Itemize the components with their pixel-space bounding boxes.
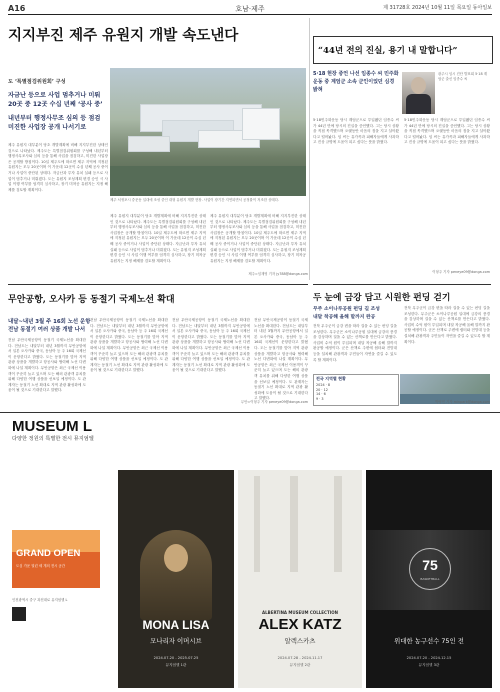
exhibit-panel-alex-katz: [238, 470, 362, 688]
article3-caption: 광주시 임시 진단 발표회 5·18 계엄군 출신 임종수 씨: [438, 72, 487, 81]
exhibit-title: ALEX KATZ: [258, 616, 342, 633]
section-rule: [313, 284, 491, 285]
article1-body-col3: 제주 유원지 대부분이 당초 개발계획에 비해 지지부진한 상태인 것으로 나타났다. 제주도는 특별점검위원회를 구성해 내년부터 행정사무조사와 심의 등을 통해 사업을 점검하고, 미진한 사업장은 공개할 방침이다. 10일 제주도에 따르면 제주 지역에 지정된 유원지는 모두 20곳이며 이 가운데 12곳이 수십 년째 공사 중이거나 사업이 중단된 상태다. 자금난과 투자 유치 실패 등으로 사업이 멈추거나 미뤄졌다. 도는 유원지 조성계획 변경 승인 시 사업 이행 여부를 엄격히 심사하고, 장기 미착공 유원지는 지정 해제를 검토할 계획이다.: [210, 214, 306, 263]
exhibit-place: 뮤지엄엘 3관: [418, 663, 440, 667]
masthead-rule: [8, 14, 492, 15]
museum-tagline: 다양한 정원의 특별한 전시 뮤지엄엘: [12, 436, 94, 442]
article4-reporter: 박영민 기자 minpark@donga.com: [435, 400, 490, 404]
article2-body-col2: 전남 무안국제공항이 동절기 국제노선을 확대한다. 전남도는 내달부터 내년 3월까지 무안공항에서 일본 오사카와 중국, 동남아 등 주 16회 국제선이 운항한다고 밝혔다. 도는 동절기를 맞아 지역 관광 상품을 개발하고 항공사와 협력해 노선 다변화에 나설 계획이다. 무안공항은 최근 국제선 이용객이 꾸준히 늘고 있으며 도는 해외 관광객 유치를 위해 다양한 여행 상품을 선보일 예정이다. 도 관계자는 동절기 노선 확대로 지역 관광 활성화에 도움이 될 것으로 기대한다고 말했다.: [90, 318, 168, 373]
article3-portrait: [402, 72, 435, 114]
exhibit-place: 뮤지엄엘 2관: [289, 663, 311, 667]
article1-subheads: [8, 91, 106, 132]
mona-lisa-image: [140, 530, 212, 620]
qr-code-icon: [12, 607, 26, 621]
stat-row: 14 · 6: [316, 392, 326, 397]
article2-sub: 전남 동절기 여러 상품 개발 나서: [8, 327, 86, 333]
article4-body-col1: 전북 무주군이 금강 변을 따라 걸을 수 있는 펀딩 길을 조성한다. 무주군은 소이나루공원 일대에 금강의 풍경을 감상하며 걸을 수 있는 산책로를 만든다고 밝혔다. 사업비 수억 원이 투입되며 내달 착공해 올해 말까지 완공할 예정이다. 군은 산책로 주변에 쉼터와 전망대 등을 설치해 관광객과 주민들이 자연을 즐길 수 있도록 할 계획이다.: [313, 324, 397, 362]
article3-headline: “44년 전의 진실, 용기 내 말합니다”: [318, 46, 458, 56]
article3-body-col1: 5·18민주화운동 당시 계엄군으로 투입됐던 임종수 씨가 44년 만에 당시의 진실을 증언했다. 그는 당시 상황을 직접 목격했으며 오랫동안 마음의 짐을 지고 살아왔다고 털어놨다. 임 씨는 유가족과 피해자들에게 사과하고 진상 규명에 도움이 되고 싶다는 뜻을 밝혔다.: [313, 118, 399, 145]
article1-headline: 지지부진 제주 유원지 개발 속도낸다: [8, 27, 239, 44]
grand-open-title: GRAND OPEN: [16, 548, 81, 559]
museum-logo: MUSEUM L: [12, 418, 92, 435]
article1-caption: 제주 서귀포시 중문동 일대에 조성 중인 대형 유원지 개발 현장. 사업이 장기간 지연되면서 공정률이 저조한 상태다.: [110, 198, 279, 202]
badge-label: BASKETBALL: [420, 577, 440, 581]
article4-body-col2: 전북 무주군이 금강 변을 따라 걸을 수 있는 펀딩 길을 조성한다. 무주군은 소이나루공원 일대에 금강의 풍경을 감상하며 걸을 수 있는 산책로를 만든다고 밝혔다. 사업비 수억 원이 투입되며 내달 착공해 올해 말까지 완공할 예정이다. 군은 산책로 주변에 쉼터와 전망대 등을 설치해 관광객과 주민들이 자연을 즐길 수 있도록 할 계획이다.: [404, 306, 490, 344]
exhibit-dates: 2024.07.20 - 2024.12.15: [406, 656, 452, 660]
article1-sub: 내년부터 행정사무조 심의 등 점검: [8, 115, 101, 122]
stat-box: [313, 374, 399, 406]
article1-kicker: 도 ‘특별점검위원회’ 구성: [8, 79, 66, 85]
article2-headline: 무안공항, 오사카 등 동절기 국제노선 확대: [8, 295, 175, 305]
article2-body-col3: 전남 무안국제공항이 동절기 국제노선을 확대한다. 전남도는 내달부터 내년 3월까지 무안공항에서 일본 오사카와 중국, 동남아 등 주 16회 국제선이 운항한다고 밝혔다. 도는 동절기를 맞아 지역 관광 상품을 개발하고 항공사와 협력해 노선 다변화에 나설 계획이다. 무안공항은 최근 국제선 이용객이 꾸준히 늘고 있으며 도는 해외 관광객 유치를 위해 다양한 여행 상품을 선보일 예정이다. 도 관계자는 동절기 노선 확대로 지역 관광 활성화에 도움이 될 것으로 기대한다고 말했다.: [172, 318, 250, 373]
exhibit-panel-basketball: [366, 470, 492, 688]
stat-row: 9 · 3: [316, 396, 324, 401]
exhibit-subtitle: 모나리자 이머시브: [150, 637, 202, 645]
museum-address: 인천광역시 중구 과천대로 뮤지엄엘 L: [12, 598, 68, 602]
grand-open-banner: [12, 530, 100, 588]
article4-sub: 내달 착공해 올해 말까지 완공: [313, 314, 376, 320]
page-number: A16: [8, 4, 26, 13]
grand-open-sub: 도심 가운 열린 세 개의 전시 공간: [16, 564, 66, 568]
section-title: 호남·제주: [235, 5, 265, 13]
article1-sub: 20곳 중 12곳 수십 년째 ‘공사 중’: [8, 101, 103, 108]
stat-row: 2024 · 8: [316, 383, 331, 387]
badge-75: [409, 548, 451, 590]
article2-sub: 내달~내년 3월 주 16회 노선 운항: [8, 319, 91, 325]
article4-headline: 두 눈에 금강 담고 시원한 펀딩 걷기: [313, 293, 451, 303]
article1-photo: [110, 68, 306, 196]
issue-info: 제 31728호 2024년 10월 11일 목요일 동아일보: [383, 5, 492, 11]
article3-lead: 5·18 현장 증언 나선 임종수 씨 민주화운동 중 계엄군 소속 군인이었던 심경 밝혀: [313, 71, 399, 93]
article1-body-col2: 제주 유원지 대부분이 당초 개발계획에 비해 지지부진한 상태인 것으로 나타났다. 제주도는 특별점검위원회를 구성해 내년부터 행정사무조사와 심의 등을 통해 사업을 점검하고, 미진한 사업장은 공개할 방침이다. 10일 제주도에 따르면 제주 지역에 지정된 유원지는 모두 20곳이며 이 가운데 12곳이 수십 년째 공사 중이거나 사업이 중단된 상태다. 자금난과 투자 유치 실패 등으로 사업이 멈추거나 미뤄졌다. 도는 유원지 조성계획 변경 승인 시 사업 이행 여부를 엄격히 심사하고, 장기 미착공 유원지는 지정 해제를 검토할 계획이다.: [110, 214, 206, 263]
exhibit-kicker: ALBERTINA MUSEUM COLLECTION: [262, 610, 338, 615]
stat-box-title: 전국 지역별 현황: [316, 376, 346, 381]
article3-body-col2: 5·18민주화운동 당시 계엄군으로 투입됐던 임종수 씨가 44년 만에 당시의 진실을 증언했다. 그는 당시 상황을 직접 목격했으며 오랫동안 마음의 짐을 지고 살아왔다고 털어놨다. 임 씨는 유가족과 피해자들에게 사과하고 진상 규명에 도움이 되고 싶다는 뜻을 밝혔다.: [404, 118, 490, 145]
article4-subheads: [313, 306, 403, 321]
article1-reporter: 제주=임재영 기자 jy788@donga.com: [248, 272, 308, 276]
stat-row: 20 · 12: [316, 387, 328, 392]
exhibit-place: 뮤지엄엘 1관: [165, 663, 187, 667]
exhibit-subtitle: 위대한 농구선수 75인 전: [394, 637, 464, 645]
section-rule: [8, 284, 308, 285]
article1-sub: 자금난 등으로 사업 멈추거나 미뤄: [8, 92, 101, 99]
article1-body: 제주 유원지 대부분이 당초 개발계획에 비해 지지부진한 상태인 것으로 나타났다. 제주도는 특별점검위원회를 구성해 내년부터 행정사무조사와 심의 등을 통해 사업을 점검하고, 미진한 사업장은 공개할 방침이다. 10일 제주도에 따르면 제주 지역에 지정된 유원지는 모두 20곳이며 이 가운데 12곳이 수십 년째 공사 중이거나 사업이 중단된 상태다. 자금난과 투자 유치 실패 등으로 사업이 멈추거나 미뤄졌다. 도는 유원지 조성계획 변경 승인 시 사업 이행 여부를 엄격히 심사하고, 장기 미착공 유원지는 지정 해제를 검토할 계획이다.: [8, 143, 108, 192]
article2-reporter: 무안=이형주 기자 peneye09@donga.com: [240, 400, 308, 404]
article2-body-col4: 전남 무안국제공항이 동절기 국제노선을 확대한다. 전남도는 내달부터 내년 3월까지 무안공항에서 일본 오사카와 중국, 동남아 등 주 16회 국제선이 운항한다고 밝혔다. 도는 동절기를 맞아 지역 관광 상품을 개발하고 항공사와 협력해 노선 다변화에 나설 계획이다. 무안공항은 최근 국제선 이용객이 꾸준히 늘고 있으며 도는 해외 관광객 유치를 위해 다양한 여행 상품을 선보일 예정이다. 도 관계자는 동절기 노선 확대로 지역 관광 활성화에 도움이 될 것으로 기대한다고 말했다.: [254, 318, 308, 401]
article1-sub: 미진한 사업장 공개 나서기로: [8, 124, 87, 131]
exhibit-title: MONA LISA: [142, 618, 210, 632]
exhibit-panel-mona-lisa: [118, 470, 234, 688]
badge-number: 75: [422, 557, 438, 573]
article3-reporter: 이형주 기자 peneye09@donga.com: [432, 270, 490, 274]
column-divider: [309, 18, 310, 280]
stat-box-rows: [314, 383, 398, 401]
exhibit-subtitle: 알렉스카츠: [284, 637, 316, 645]
museum-contact: [12, 598, 100, 628]
article2-body-col1: 전남 무안국제공항이 동절기 국제노선을 확대한다. 전남도는 내달부터 내년 3월까지 무안공항에서 일본 오사카와 중국, 동남아 등 주 16회 국제선이 운항한다고 밝혔다. 도는 동절기를 맞아 지역 관광 상품을 개발하고 항공사와 협력해 노선 다변화에 나설 계획이다. 무안공항은 최근 국제선 이용객이 꾸준히 늘고 있으며 도는 해외 관광객 유치를 위해 다양한 여행 상품을 선보일 예정이다. 도 관계자는 동절기 노선 확대로 지역 관광 활성화에 도움이 될 것으로 기대한다고 말했다.: [8, 338, 86, 393]
exhibit-dates: 2024.07.20 - 2025.07.25: [153, 656, 199, 660]
article4-sub: 무주 소이나루공원 펀딩 길 조성: [313, 307, 380, 312]
exhibit-dates: 2024.07.28 - 2024.11.17: [277, 656, 323, 660]
